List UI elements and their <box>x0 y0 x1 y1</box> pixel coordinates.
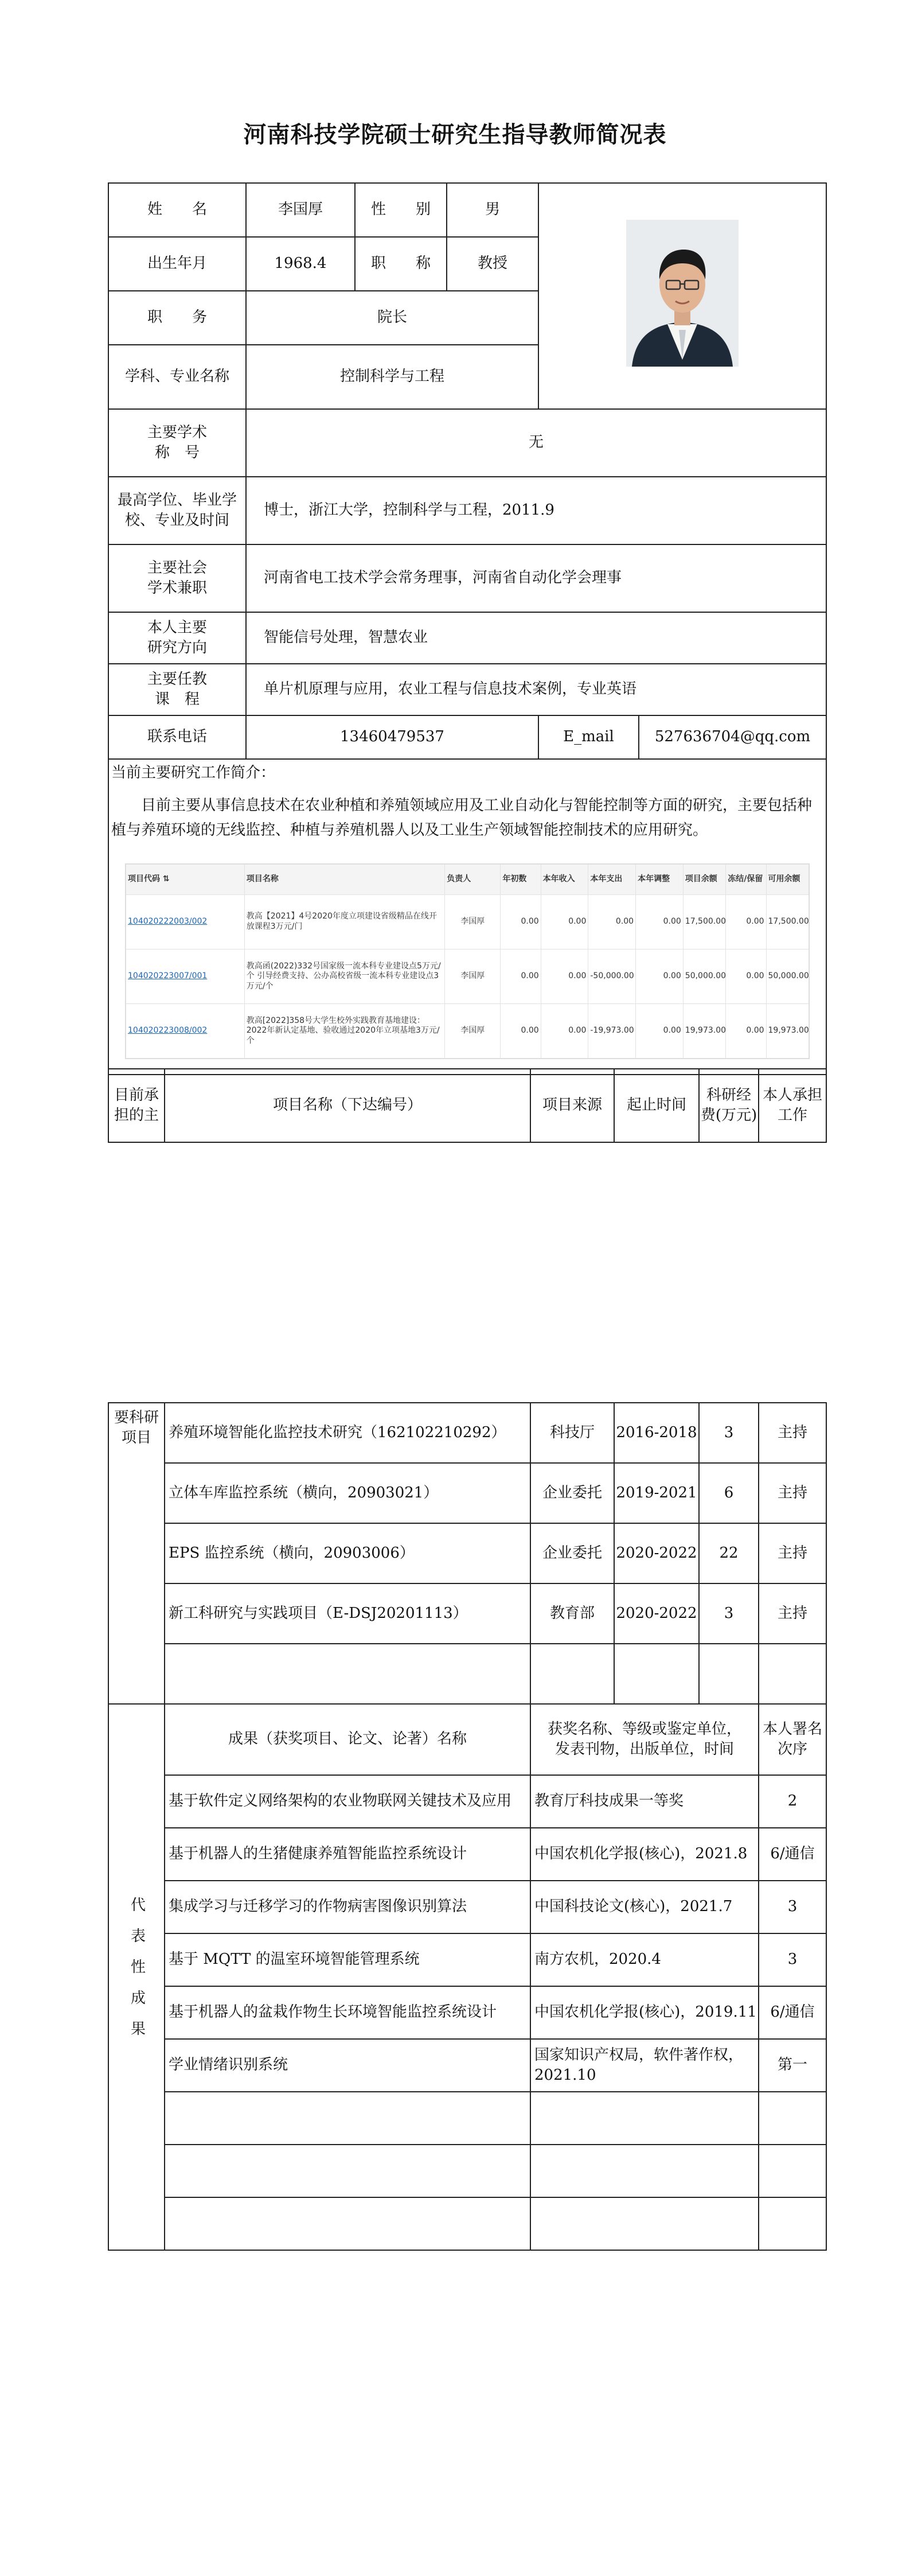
empty-cell <box>165 1644 530 1704</box>
budget-col-expense: 本年支出 <box>588 864 636 894</box>
degree-value: 博士，浙江大学，控制科学与工程，2011.9 <box>246 477 826 544</box>
table-row <box>108 1523 826 1583</box>
social-value: 河南省电工技术学会常务理事，河南省自动化学会理事 <box>246 544 826 612</box>
empty-cell <box>530 2092 759 2145</box>
budget-available: 19,973.00 <box>766 1003 809 1058</box>
budget-col-balance: 项目余额 <box>683 864 725 894</box>
empty-cell <box>530 2145 759 2197</box>
achievement-rank: 6/通信 <box>759 1986 826 2039</box>
budget-name: 教高函(2022)332号国家级一流本科专业建设点5万元/个 引导经费支持、公办高校省级一流本科专业建设点3万元/个 <box>244 949 444 1003</box>
table-row-empty <box>108 2197 826 2250</box>
budget-code[interactable]: 104020223007/001 <box>128 971 208 981</box>
empty-cell <box>614 1644 699 1704</box>
project-source: 企业委托 <box>530 1523 614 1583</box>
budget-frozen: 0.00 <box>726 894 766 949</box>
projects-header-source: 项目来源 <box>530 1069 614 1142</box>
budget-expense: -50,000.00 <box>588 949 636 1003</box>
table-row <box>108 1986 826 2039</box>
budget-available: 17,500.00 <box>766 894 809 949</box>
projects-side-label-top: 目前承担的主 <box>108 1069 165 1142</box>
project-source: 科技厅 <box>530 1403 614 1463</box>
achievement-award: 中国农机化学报(核心)，2019.11 <box>530 1986 759 2039</box>
discipline-value: 控制科学与工程 <box>246 345 538 409</box>
project-name: 养殖环境智能化监控技术研究（162102210292） <box>165 1403 530 1463</box>
research-direction-label-line2: 研究方向 <box>147 639 207 656</box>
empty-cell <box>530 1644 614 1704</box>
budget-balance: 50,000.00 <box>683 949 725 1003</box>
achievement-rank: 第一 <box>759 2039 826 2092</box>
project-budget-table <box>125 863 810 1059</box>
projects-header-funds: 科研经费(万元) <box>699 1069 759 1142</box>
project-funds: 6 <box>699 1463 759 1523</box>
achievement-award: 国家知识产权局，软件著作权，2021.10 <box>530 2039 759 2092</box>
project-role: 主持 <box>759 1583 826 1644</box>
budget-code[interactable]: 104020222003/002 <box>128 917 208 927</box>
achievement-award: 教育厅科技成果一等奖 <box>530 1775 759 1828</box>
position-label: 职 务 <box>108 291 246 345</box>
project-role: 主持 <box>759 1403 826 1463</box>
research-intro-heading: 当前主要研究工作简介： <box>111 764 276 781</box>
gender-label: 性 别 <box>355 183 447 237</box>
table-row <box>108 1403 826 1463</box>
empty-cell <box>165 2145 530 2197</box>
achievements-header-award-line1: 获奖名称、等级或鉴定单位， <box>547 1720 741 1738</box>
achievement-award: 南方农机，2020.4 <box>530 1933 759 1986</box>
budget-expense: -19,973.00 <box>588 1003 636 1058</box>
social-label <box>108 544 246 612</box>
project-budget-header-row <box>126 864 809 894</box>
empty-cell <box>759 2197 826 2250</box>
project-funds: 3 <box>699 1583 759 1644</box>
achievement-name: 集成学习与迁移学习的作物病害图像识别算法 <box>165 1881 530 1933</box>
project-role: 主持 <box>759 1523 826 1583</box>
email-value: 527636704@qq.com <box>639 715 826 759</box>
empty-cell <box>759 2092 826 2145</box>
project-name: 立体车库监控系统（横向，20903021） <box>165 1463 530 1523</box>
academic-title-label <box>108 409 246 477</box>
budget-adjust: 0.00 <box>636 894 684 949</box>
gender-value: 男 <box>447 183 538 237</box>
academic-title-label-line2: 称 号 <box>154 444 200 461</box>
achievement-name: 学业情绪识别系统 <box>165 2039 530 2092</box>
project-funds: 22 <box>699 1523 759 1583</box>
achievements-header-name: 成果（获奖项目、论文、论著）名称 <box>165 1704 530 1775</box>
budget-owner: 李国厚 <box>445 949 501 1003</box>
profile-table <box>108 182 827 1075</box>
achievement-rank: 3 <box>759 1881 826 1933</box>
social-label-line1: 主要社会 <box>147 559 207 577</box>
research-direction-label-line1: 本人主要 <box>147 618 207 636</box>
budget-col-owner: 负责人 <box>445 864 501 894</box>
title-label: 职 称 <box>355 237 447 291</box>
table-row <box>126 949 809 1003</box>
budget-opening: 0.00 <box>501 1003 541 1058</box>
achievement-award: 中国农机化学报(核心)，2021.8 <box>530 1828 759 1881</box>
table-row <box>108 1881 826 1933</box>
research-direction-value: 智能信号处理，智慧农业 <box>246 612 826 664</box>
table-row <box>108 1828 826 1881</box>
budget-code[interactable]: 104020223008/002 <box>128 1026 208 1036</box>
budget-income: 0.00 <box>541 1003 588 1058</box>
table-row <box>108 1775 826 1828</box>
table-row-empty <box>108 2092 826 2145</box>
table-row <box>126 1003 809 1058</box>
courses-label-line2: 课 程 <box>154 691 200 708</box>
project-time: 2020-2022 <box>614 1583 699 1644</box>
email-label: E_mail <box>538 715 639 759</box>
budget-code-link[interactable] <box>126 949 245 1003</box>
research-intro-cell <box>108 759 826 1075</box>
courses-label-line1: 主要任教 <box>147 670 207 688</box>
name-value: 李国厚 <box>246 183 355 237</box>
projects-achievements-table <box>108 1402 827 2251</box>
degree-label <box>108 477 246 544</box>
birth-value: 1968.4 <box>246 237 355 291</box>
empty-cell <box>530 2197 759 2250</box>
research-direction-label <box>108 612 246 664</box>
empty-cell <box>759 2145 826 2197</box>
budget-adjust: 0.00 <box>636 949 684 1003</box>
projects-header-role: 本人承担工作 <box>759 1069 826 1142</box>
project-source: 教育部 <box>530 1583 614 1644</box>
academic-title-value: 无 <box>246 409 826 477</box>
project-time: 2016-2018 <box>614 1403 699 1463</box>
budget-owner: 李国厚 <box>445 1003 501 1058</box>
discipline-label: 学科、专业名称 <box>108 345 246 409</box>
budget-code-link[interactable] <box>126 894 245 949</box>
budget-name: 教高【2021】4号2020年度立项建设省级精品在线开放课程3万元/门 <box>244 894 444 949</box>
table-row-empty <box>108 1644 826 1704</box>
project-source: 企业委托 <box>530 1463 614 1523</box>
project-role: 主持 <box>759 1463 826 1523</box>
budget-income: 0.00 <box>541 894 588 949</box>
budget-opening: 0.00 <box>501 894 541 949</box>
courses-label <box>108 664 246 715</box>
budget-adjust: 0.00 <box>636 1003 684 1058</box>
achievements-header-award-line2: 发表刊物，出版单位，时间 <box>554 1741 734 1758</box>
budget-code-link[interactable] <box>126 1003 245 1058</box>
budget-col-income: 本年收入 <box>541 864 588 894</box>
achievements-header-award <box>530 1704 759 1775</box>
empty-cell <box>165 2092 530 2145</box>
achievement-rank: 3 <box>759 1933 826 1986</box>
research-intro-body: 目前主要从事信息技术在农业种植和养殖领域应用及工业自动化与智能控制等方面的研究，主要包括种植与养殖环境的无线监控、种植与养殖机器人以及工业生产领域智能控制技术的应用研究。 <box>111 797 813 839</box>
project-time: 2019-2021 <box>614 1463 699 1523</box>
budget-name: 教高[2022]358号大学生校外实践教育基地建设：2022年新认定基地、验收通过2020年立项基地3万元/个 <box>244 1003 444 1058</box>
table-row <box>126 894 809 949</box>
budget-balance: 17,500.00 <box>683 894 725 949</box>
academic-title-label-line1: 主要学术 <box>147 423 207 441</box>
name-label: 姓 名 <box>108 183 246 237</box>
budget-frozen: 0.00 <box>726 949 766 1003</box>
budget-balance: 19,973.00 <box>683 1003 725 1058</box>
project-time: 2020-2022 <box>614 1523 699 1583</box>
empty-cell <box>165 2197 530 2250</box>
phone-label: 联系电话 <box>108 715 246 759</box>
table-row <box>108 1463 826 1523</box>
projects-header-time: 起止时间 <box>614 1069 699 1142</box>
birth-label: 出生年月 <box>108 237 246 291</box>
achievement-name: 基于机器人的盆栽作物生长环境智能监控系统设计 <box>165 1986 530 2039</box>
achievements-header-rank: 本人署名次序 <box>759 1704 826 1775</box>
degree-label-line1: 最高学位、毕业学 <box>117 491 237 509</box>
projects-header-name: 项目名称（下达编号） <box>165 1069 530 1142</box>
table-row <box>108 2039 826 2092</box>
project-funds: 3 <box>699 1403 759 1463</box>
budget-col-code[interactable]: 项目代码 ⇅ <box>126 864 245 894</box>
empty-cell <box>759 1644 826 1704</box>
projects-header-table <box>108 1068 827 1143</box>
budget-col-adjust: 本年调整 <box>636 864 684 894</box>
budget-available: 50,000.00 <box>766 949 809 1003</box>
budget-owner: 李国厚 <box>445 894 501 949</box>
budget-expense: 0.00 <box>588 894 636 949</box>
budget-col-opening: 年初数 <box>501 864 541 894</box>
table-row-empty <box>108 2145 826 2197</box>
achievement-name: 基于 MQTT 的温室环境智能管理系统 <box>165 1933 530 1986</box>
budget-frozen: 0.00 <box>726 1003 766 1058</box>
budget-col-frozen: 冻结/保留 <box>726 864 766 894</box>
budget-opening: 0.00 <box>501 949 541 1003</box>
courses-value: 单片机原理与应用，农业工程与信息技术案例，专业英语 <box>246 664 826 715</box>
achievement-name: 基于机器人的生猪健康养殖智能监控系统设计 <box>165 1828 530 1881</box>
table-row <box>108 1583 826 1644</box>
budget-col-available: 可用余额 <box>766 864 809 894</box>
degree-label-line2: 校、专业及时间 <box>124 512 229 529</box>
projects-side-label-bottom: 要科研项目 <box>108 1403 165 1704</box>
page-title: 河南科技学院硕士研究生指导教师简况表 <box>243 122 667 148</box>
phone-value: 13460479537 <box>246 715 538 759</box>
achievement-award: 中国科技论文(核心)，2021.7 <box>530 1881 759 1933</box>
photo-cell <box>538 183 826 409</box>
achievements-side-label <box>108 1704 165 2250</box>
achievement-rank: 2 <box>759 1775 826 1828</box>
achievement-rank: 6/通信 <box>759 1828 826 1881</box>
empty-cell <box>699 1644 759 1704</box>
budget-income: 0.00 <box>541 949 588 1003</box>
social-label-line2: 学术兼职 <box>147 579 207 597</box>
achievements-side-label-text: 代表性成果 <box>128 1896 146 2052</box>
budget-col-name: 项目名称 <box>244 864 444 894</box>
achievement-name: 基于软件定义网络架构的农业物联网关键技术及应用 <box>165 1775 530 1828</box>
position-value: 院长 <box>246 291 538 345</box>
title-value: 教授 <box>447 237 538 291</box>
table-row <box>108 1933 826 1986</box>
project-name: EPS 监控系统（横向，20903006） <box>165 1523 530 1583</box>
project-name: 新工科研究与实践项目（E-DSJ20201113） <box>165 1583 530 1644</box>
portrait-photo-icon <box>626 220 739 367</box>
